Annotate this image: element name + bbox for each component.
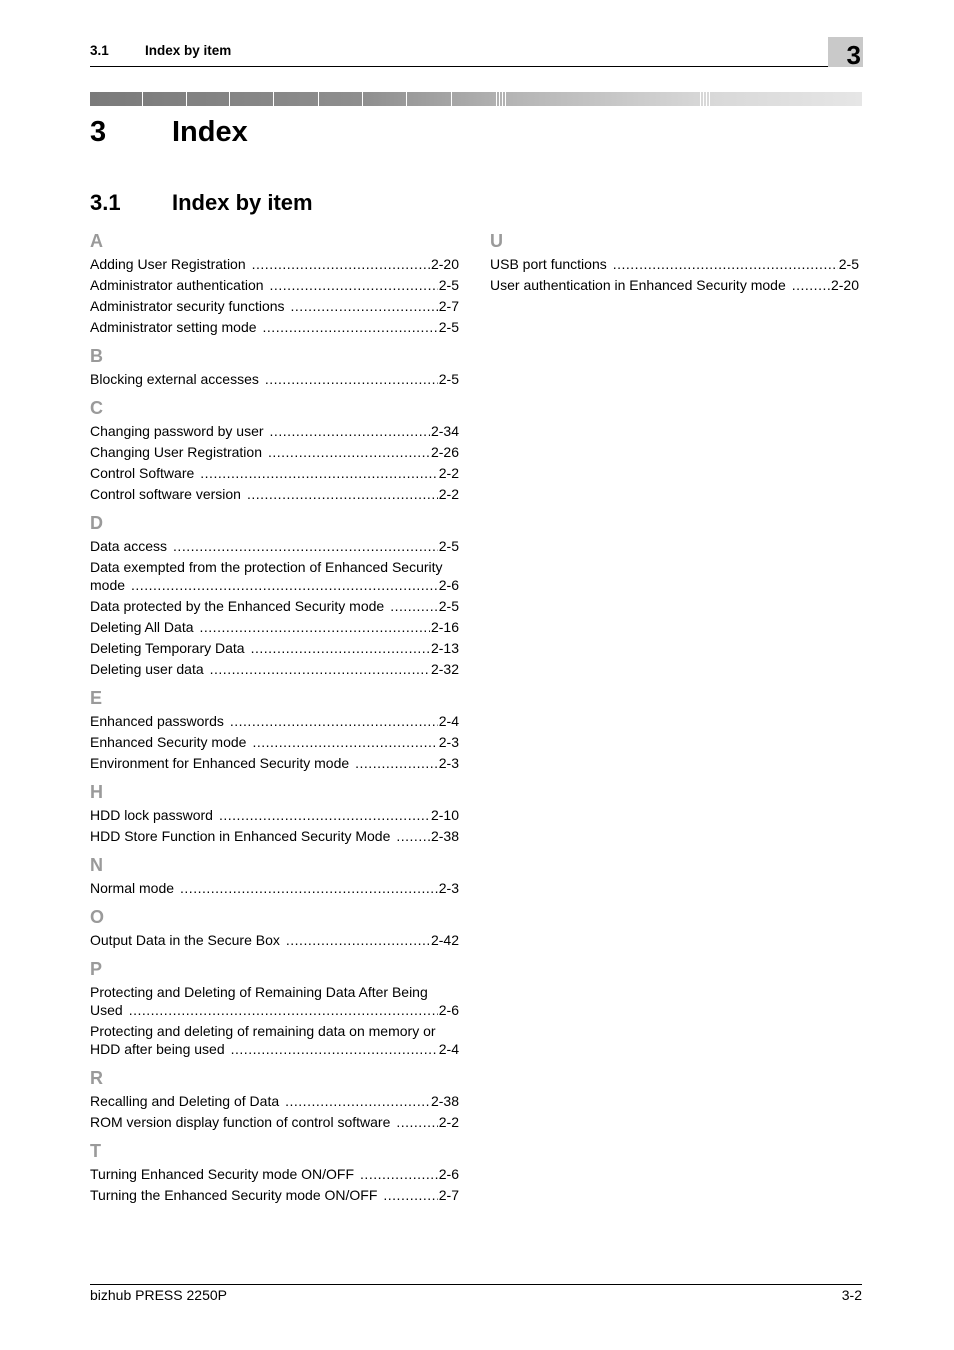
running-header [90,42,862,67]
index-entry-page[interactable]: 2-6 [438,1166,459,1182]
dot-leader [263,318,438,336]
index-entry-text: Administrator security functions [90,298,285,314]
index-entry[interactable] [90,558,459,594]
index-entry-line [90,931,459,949]
index-entry[interactable] [490,276,859,294]
index-entry[interactable] [90,276,459,294]
index-entry-text: Changing password by user [90,423,264,439]
index-entry[interactable] [90,1092,459,1110]
index-entry[interactable] [90,255,459,273]
chapter-title: Index [172,116,248,148]
index-letter: H [90,782,103,802]
dot-leader [210,660,430,678]
index-entry-page[interactable]: 2-38 [430,828,459,844]
index-entry-page[interactable]: 2-4 [438,1041,459,1057]
index-entry-line [90,733,459,751]
index-entry-page[interactable]: 2-5 [438,538,459,554]
index-entry-text: Normal mode [90,880,175,896]
footer-product-name: bizhub PRESS 2250P [90,1287,227,1303]
index-entry-text: Enhanced Security mode [90,734,247,750]
index-letter: T [90,1141,101,1161]
index-entry-line [90,827,459,845]
section-number: 3.1 [90,190,121,215]
index-entry-line [90,370,459,388]
index-entry[interactable] [490,255,859,273]
index-entry-text: Deleting Temporary Data [90,640,245,656]
index-entry-page[interactable]: 2-42 [430,932,459,948]
dot-leader [200,618,430,636]
dot-leader [286,931,430,949]
index-entry-line [90,806,459,824]
index-entry-page[interactable]: 2-20 [430,256,459,272]
index-letter: C [90,398,103,418]
dot-leader [180,879,438,897]
dot-leader [355,754,438,772]
index-entry-text: Turning the Enhanced Security mode ON/OFF [90,1187,378,1203]
index-entry-text: Data access [90,538,168,554]
index-letter: N [90,855,103,875]
index-entry-text: mode [90,577,126,593]
index-entry-page[interactable]: 2-5 [438,598,459,614]
index-letter: D [90,513,103,533]
dot-leader [230,712,438,730]
index-entry[interactable] [90,983,459,1019]
dot-leader [268,443,430,461]
index-entry-text: Enhanced passwords [90,713,224,729]
index-entry-line [90,255,459,273]
dot-leader [129,1001,438,1019]
dot-leader [360,1165,438,1183]
index-entry-text: Output Data in the Secure Box [90,932,280,948]
index-entry-text: Changing User Registration [90,444,262,460]
header-section-title: Index by item [145,43,232,58]
index-entry-text: HDD lock password [90,807,213,823]
index-entry-text-line1: Protecting and Deleting of Remaining Data After Being [90,984,428,1000]
index-entry[interactable] [90,464,459,482]
index-entry-text: Used [90,1002,123,1018]
index-entry-page[interactable]: 2-16 [430,619,459,635]
dot-leader [613,255,838,273]
index-entry[interactable] [90,297,459,315]
index-entry-text: Deleting user data [90,661,204,677]
index-group-a [90,228,459,336]
index-letter: U [490,231,503,251]
index-entry[interactable] [90,318,459,336]
index-entry-line [490,276,859,294]
header-section-number: 3.1 [90,43,109,58]
section-title: Index by item [172,190,313,215]
dot-leader [252,255,430,273]
chapter-tab: 3 [828,37,863,67]
index-entry-page[interactable]: 2-3 [438,880,459,896]
index-entry-line [90,660,459,678]
dot-leader [231,1040,438,1058]
index-letter: B [90,346,103,366]
index-entry-page[interactable]: 2-26 [430,444,459,460]
index-entry-text: USB port functions [490,256,607,272]
index-group-e [90,685,459,772]
index-entry-line [90,1092,459,1110]
chapter-number: 3 [90,116,107,148]
dot-leader [251,639,430,657]
index-entry-line [90,1040,459,1058]
index-entry-text: Turning Enhanced Security mode ON/OFF [90,1166,355,1182]
decorative-bar [90,92,862,106]
dot-leader [173,537,438,555]
index-entry-line [90,639,459,657]
index-group-h [90,779,459,845]
dot-leader [396,827,430,845]
index-entry-line [90,1165,459,1183]
index-entry[interactable] [90,597,459,615]
index-entry-page[interactable]: 2-6 [438,577,459,593]
index-entry-line [90,276,459,294]
index-entry[interactable] [90,639,459,657]
dot-leader [252,733,437,751]
index-entry-text: Control Software [90,465,195,481]
index-entry-line [90,1001,459,1019]
index-column-left [90,228,459,1207]
dot-leader [383,1186,437,1204]
dot-leader [285,1092,430,1110]
index-entry-page[interactable]: 2-5 [838,256,859,272]
index-entry-line [490,255,859,273]
index-group-t [90,1138,459,1204]
index-entry-text: User authentication in Enhanced Security mode [490,277,786,293]
index-group-d [90,510,459,678]
index-entry-line [90,297,459,315]
dot-leader [265,370,438,388]
index-entry-text: ROM version display function of control software [90,1114,391,1130]
index-entry-page[interactable]: 2-7 [438,1187,459,1203]
index-entry[interactable] [90,618,459,636]
dot-leader [200,464,437,482]
index-entry-text: Control software version [90,486,241,502]
index-entry-page[interactable]: 2-7 [438,298,459,314]
index-entry-line [90,464,459,482]
index-group-o [90,904,459,949]
index-entry-page[interactable]: 2-13 [430,640,459,656]
index-entry-page[interactable]: 2-5 [438,319,459,335]
index-entry[interactable] [90,733,459,751]
index-entry[interactable] [90,443,459,461]
index-entry[interactable] [90,827,459,845]
index-entry-line [90,318,459,336]
index-entry-line [90,1186,459,1204]
index-entry-page[interactable]: 2-5 [438,277,459,293]
index-entry-text: Environment for Enhanced Security mode [90,755,350,771]
index-entry-page[interactable]: 2-10 [430,807,459,823]
index-entry-line [90,422,459,440]
index-entry[interactable] [90,879,459,897]
index-entry-line [90,576,459,594]
index-entry-text: Deleting All Data [90,619,194,635]
index-group-p [90,956,459,1058]
index-entry[interactable] [90,754,459,772]
index-entry[interactable] [90,806,459,824]
index-letter: P [90,959,103,979]
index-entry[interactable] [90,1022,459,1058]
dot-leader [270,276,438,294]
index-letter: A [90,231,103,251]
index-entry-text: Data protected by the Enhanced Security mode [90,598,385,614]
index-entry-page[interactable]: 2-6 [438,1002,459,1018]
index-entry-text: Administrator authentication [90,277,264,293]
index-entry-line [90,712,459,730]
index-entry-page[interactable]: 2-3 [438,734,459,750]
dot-leader [291,297,438,315]
index-entry[interactable] [90,1113,459,1131]
index-letter: E [90,688,103,708]
index-group-r [90,1065,459,1131]
index-entry-page[interactable]: 2-2 [438,486,459,502]
index-entry-page[interactable]: 2-38 [430,1093,459,1109]
index-entry[interactable] [90,485,459,503]
index-entry-page[interactable]: 2-3 [438,755,459,771]
index-entry-page[interactable]: 2-32 [430,661,459,677]
index-entry[interactable] [90,931,459,949]
index-group-c [90,395,459,503]
page-footer [90,1284,862,1303]
footer-page-number: 3-2 [841,1287,862,1303]
index-entry-page[interactable]: 2-5 [438,371,459,387]
index-entry-line [90,754,459,772]
index-entry[interactable] [90,1165,459,1183]
dot-leader [792,276,830,294]
index-entry-text: HDD Store Function in Enhanced Security Mode [90,828,391,844]
index-entry[interactable] [90,422,459,440]
index-entry-text: Blocking external accesses [90,371,259,387]
index-group-u [490,228,859,294]
index-entry[interactable] [90,712,459,730]
dot-leader [270,422,430,440]
index-entry-line [90,537,459,555]
dot-leader [396,1113,437,1131]
index-entry-line [90,443,459,461]
index-entry-text: Recalling and Deleting of Data [90,1093,280,1109]
index-column-right [490,228,859,297]
index-entry-line [90,879,459,897]
dot-leader [219,806,430,824]
index-group-n [90,852,459,897]
index-entry-page[interactable]: 2-34 [430,423,459,439]
index-entry[interactable] [90,660,459,678]
index-entry-text: Administrator setting mode [90,319,257,335]
index-entry[interactable] [90,537,459,555]
index-entry-text-line1: Protecting and deleting of remaining data on memory or [90,1023,436,1039]
index-entry[interactable] [90,1186,459,1204]
index-letter: R [90,1068,103,1088]
index-entry-text: Adding User Registration [90,256,246,272]
index-entry-line [90,618,459,636]
index-entry-text-line1: Data exempted from the protection of Enhanced Security [90,559,443,575]
dot-leader [247,485,438,503]
index-entry-page[interactable]: 2-2 [438,1114,459,1130]
index-entry[interactable] [90,370,459,388]
index-letter: O [90,907,105,927]
index-group-b [90,343,459,388]
dot-leader [390,597,438,615]
index-entry-text: HDD after being used [90,1041,225,1057]
index-entry-page[interactable]: 2-4 [438,713,459,729]
index-entry-line [90,597,459,615]
index-entry-line [90,1113,459,1131]
index-entry-page[interactable]: 2-20 [830,277,859,293]
dot-leader [131,576,438,594]
index-entry-line [90,485,459,503]
index-entry-page[interactable]: 2-2 [438,465,459,481]
